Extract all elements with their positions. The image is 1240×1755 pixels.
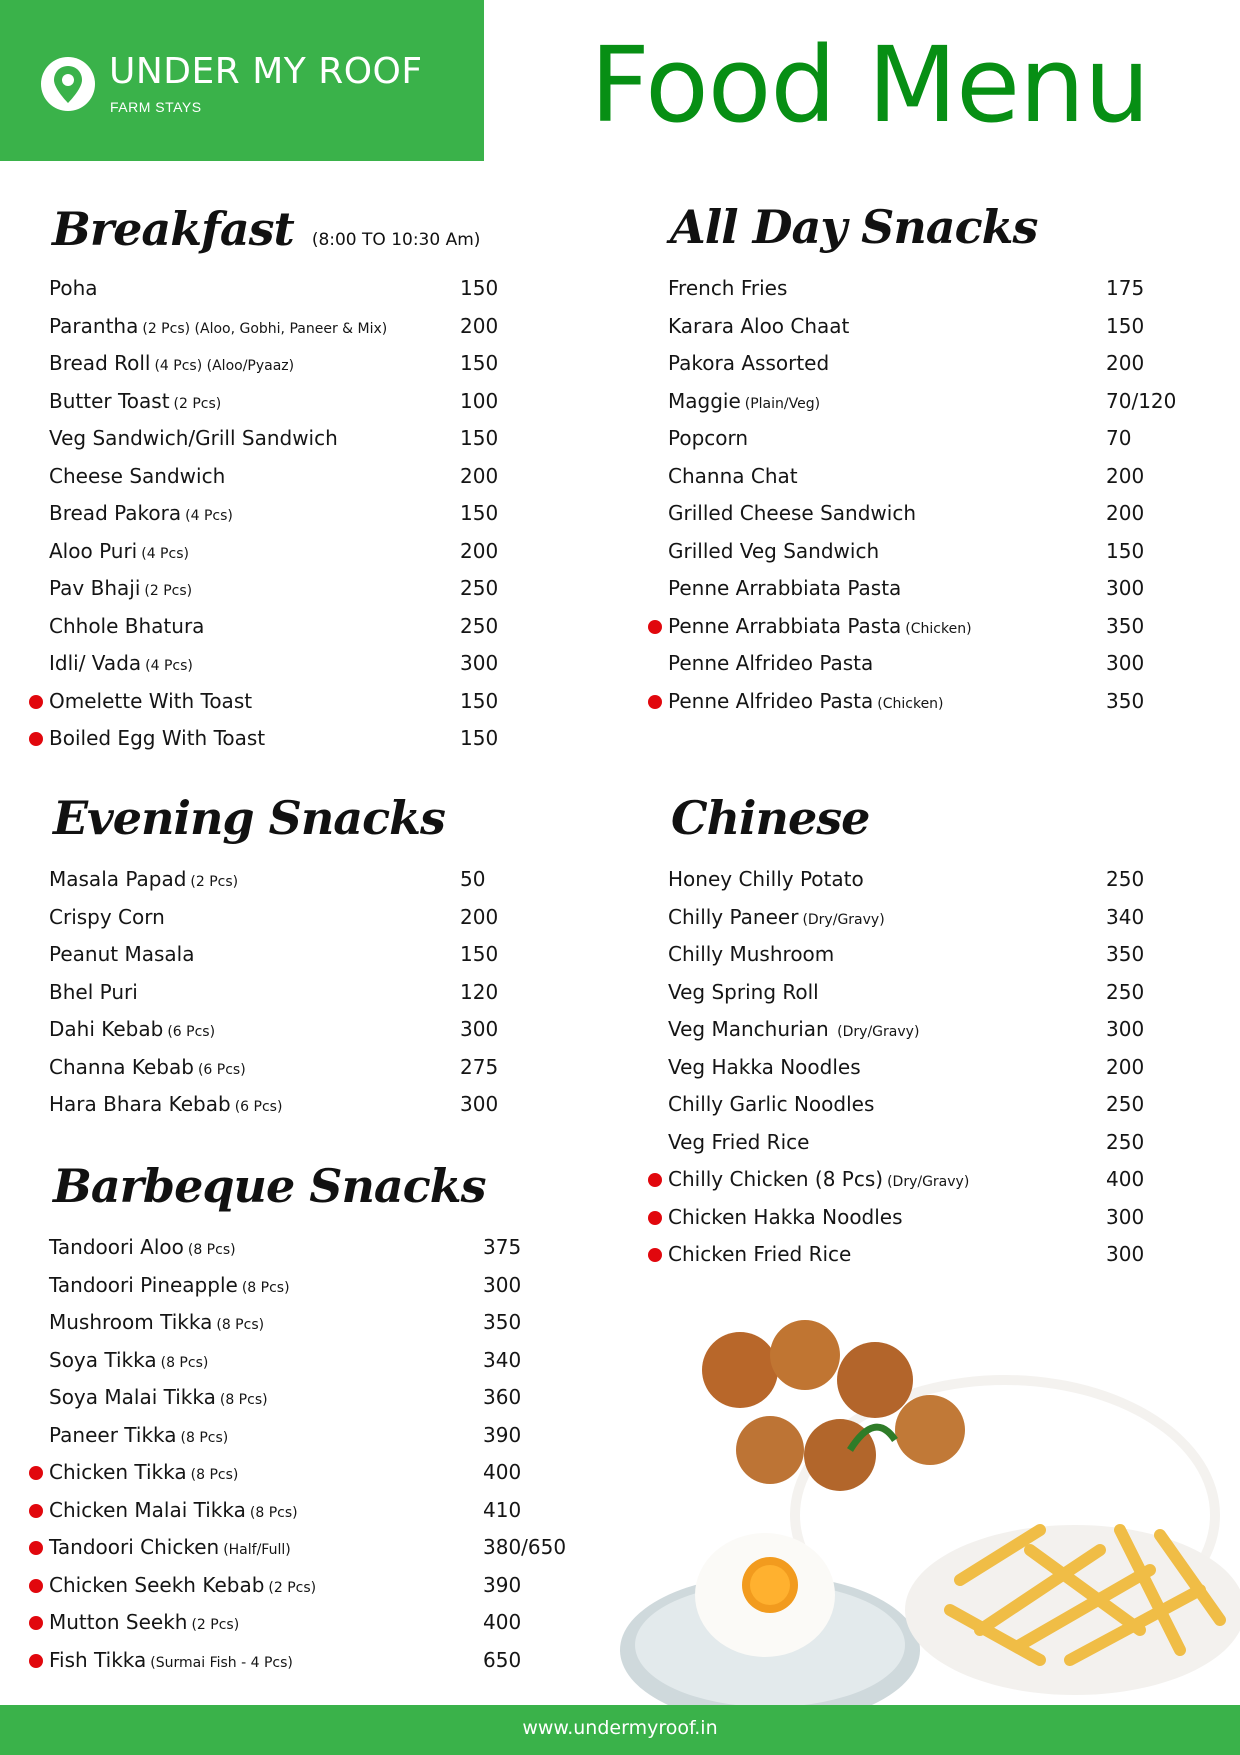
menu-item-name: Bread Pakora <box>49 501 182 525</box>
menu-item <box>668 942 1196 974</box>
non-veg-dot-icon <box>29 1616 43 1630</box>
non-veg-dot-icon <box>648 1211 662 1225</box>
menu-item-price: 150 <box>460 276 499 300</box>
menu-item-label <box>668 501 920 525</box>
menu-item-name: Tandoori Aloo <box>49 1235 184 1259</box>
menu-item-price: 150 <box>460 726 499 750</box>
menu-item-name: Honey Chilly Potato <box>668 867 864 891</box>
menu-item-price: 340 <box>483 1347 522 1372</box>
menu-item-price: 250 <box>1106 1129 1145 1154</box>
menu-item-name: Penne Arrabbiata Pasta <box>668 576 902 600</box>
menu-item <box>49 689 550 721</box>
menu-item-note: (Dry/Gravy) <box>802 911 885 928</box>
menu-item <box>49 1348 573 1380</box>
menu-item-price: 150 <box>1106 313 1145 338</box>
menu-item-name: Chilly Paneer <box>668 904 799 929</box>
menu-item <box>49 1498 573 1530</box>
menu-item <box>49 1092 550 1124</box>
menu-item <box>49 1273 573 1305</box>
menu-item-label <box>668 539 883 563</box>
menu-item-price: 380/650 <box>483 1535 567 1559</box>
menu-item-price: 300 <box>460 1017 499 1041</box>
menu-item-price: 200 <box>1106 501 1145 525</box>
menu-item-price: 275 <box>460 1054 499 1079</box>
menu-item-price: 150 <box>460 688 499 713</box>
menu-item-price: 350 <box>1106 688 1145 713</box>
location-pin-icon <box>40 56 96 112</box>
menu-item-name: Parantha <box>49 313 139 338</box>
menu-item-name: Tandoori Pineapple <box>49 1272 238 1297</box>
menu-item-name: Butter Toast <box>49 388 170 413</box>
menu-item-name: Aloo Puri <box>49 538 138 563</box>
menu-item-note: (4 Pcs) (Aloo/Pyaaz) <box>154 358 295 374</box>
menu-item-label <box>668 351 833 375</box>
menu-item <box>49 576 550 608</box>
menu-item <box>49 1055 550 1087</box>
menu-item-note: (Dry/Gravy) <box>887 1174 970 1190</box>
menu-item-price: 200 <box>460 904 499 929</box>
menu-item-name: Penne Alfrideo Pasta <box>668 688 874 713</box>
menu-item-price: 150 <box>1106 538 1145 563</box>
menu-item-price: 150 <box>460 501 499 525</box>
menu-item <box>668 1017 1196 1049</box>
menu-item-name: Chicken Hakka Noodles <box>668 1204 903 1229</box>
page-title: Food Menu <box>590 24 1149 146</box>
menu-item <box>668 539 1196 571</box>
menu-item-name: Popcorn <box>668 426 749 450</box>
menu-item <box>668 464 1196 496</box>
menu-item-price: 360 <box>483 1385 522 1409</box>
menu-item-note: (4 Pcs) <box>145 658 193 674</box>
menu-item <box>49 389 550 421</box>
menu-item <box>668 1242 1196 1274</box>
menu-item-label <box>668 689 944 713</box>
menu-item-label <box>49 867 238 891</box>
breakfast-heading: Breakfast <box>52 202 294 256</box>
menu-item-label <box>49 314 387 338</box>
menu-item-label <box>49 651 193 675</box>
menu-item-name: Omelette With Toast <box>49 688 253 713</box>
menu-item <box>668 651 1196 683</box>
menu-item-name: Penne Alfrideo Pasta <box>668 651 874 675</box>
menu-item-price: 175 <box>1106 276 1145 300</box>
menu-item-price: 150 <box>460 351 499 375</box>
menu-item <box>668 314 1196 346</box>
menu-item-price: 50 <box>460 867 486 891</box>
menu-item-name: Penne Arrabbiata Pasta <box>668 613 902 638</box>
menu-item <box>668 1092 1196 1124</box>
menu-item-label <box>668 1092 878 1116</box>
menu-item <box>49 651 550 683</box>
menu-item-name: Chilly Mushroom <box>668 942 835 966</box>
menu-item-note: (2 Pcs) <box>268 1579 317 1596</box>
menu-item-price: 340 <box>1106 904 1145 929</box>
menu-item-name: Veg Sandwich/Grill Sandwich <box>49 426 338 450</box>
menu-item-name: Maggie <box>668 388 741 413</box>
menu-item-price: 200 <box>460 538 499 563</box>
menu-item-price: 200 <box>460 313 499 338</box>
menu-item <box>49 464 550 496</box>
menu-item-price: 400 <box>483 1610 522 1634</box>
menu-item-name: Poha <box>49 276 98 300</box>
menu-item-price: 300 <box>483 1272 522 1297</box>
menu-item-note: (2 Pcs) <box>173 395 222 412</box>
menu-item-label <box>49 1055 246 1079</box>
menu-item <box>668 1205 1196 1237</box>
menu-item-name: Crispy Corn <box>49 904 165 929</box>
menu-item-note: (8 Pcs) <box>190 1467 239 1483</box>
menu-item-note: (Half/Full) <box>223 1542 291 1558</box>
menu-item-name: Hara Bhara Kebab <box>49 1092 231 1116</box>
menu-item-name: Channa Chat <box>668 463 798 488</box>
menu-item-label <box>49 389 221 413</box>
menu-item-price: 300 <box>1106 1204 1145 1229</box>
all-day-snacks-title: All Day Snacks <box>670 200 1038 254</box>
menu-item-label <box>668 464 802 488</box>
menu-item-name: Pakora Assorted <box>668 351 830 375</box>
menu-item-price: 200 <box>1106 351 1145 375</box>
menu-item <box>668 426 1196 458</box>
menu-item-note: (8 Pcs) <box>187 1242 236 1258</box>
menu-item-label <box>49 980 142 1004</box>
menu-item-name: Peanut Masala <box>49 942 195 966</box>
menu-item-price: 250 <box>460 576 499 600</box>
menu-item-note: (8 Pcs) <box>180 1429 229 1446</box>
menu-item-price: 120 <box>460 979 499 1004</box>
menu-item-label <box>49 1648 293 1672</box>
menu-item-label <box>49 1385 268 1409</box>
menu-item-price: 350 <box>483 1310 522 1334</box>
menu-item-label <box>49 1498 298 1522</box>
menu-item-name: Boiled Egg With Toast <box>49 726 266 750</box>
non-veg-dot-icon <box>29 1541 43 1555</box>
menu-item-price: 250 <box>1106 979 1145 1004</box>
footer-website[interactable]: www.undermyroof.in <box>0 1705 1240 1755</box>
menu-item-note: (Dry/Gravy) <box>832 1024 920 1040</box>
menu-item-name: Fish Tikka <box>49 1647 147 1672</box>
menu-item <box>49 905 550 937</box>
menu-item-name: Soya Tikka <box>49 1347 157 1372</box>
menu-item <box>49 942 550 974</box>
menu-item-note: (8 Pcs) <box>241 1279 290 1296</box>
menu-item-label <box>668 1130 813 1154</box>
menu-item-price: 300 <box>460 1092 499 1116</box>
brand-tagline: FARM STAYS <box>110 99 202 115</box>
menu-item <box>49 867 550 899</box>
menu-item <box>49 426 550 458</box>
menu-item-name: Veg Spring Roll <box>668 979 819 1004</box>
menu-item-label <box>49 1610 239 1634</box>
barbeque-snacks-title: Barbeque Snacks <box>53 1159 486 1213</box>
menu-item-name: Masala Papad <box>49 867 187 891</box>
menu-item-label <box>49 1310 264 1334</box>
menu-item-label <box>49 942 198 966</box>
menu-item <box>668 689 1196 721</box>
menu-item-name: Bhel Puri <box>49 979 138 1004</box>
brand-name: UNDER MY ROOF <box>109 51 423 92</box>
menu-item <box>49 1535 573 1567</box>
menu-item-label <box>49 726 269 750</box>
menu-item <box>668 1167 1196 1199</box>
menu-item-name: Mutton Seekh <box>49 1610 188 1634</box>
menu-item-name: Dahi Kebab <box>49 1017 164 1041</box>
menu-item-price: 150 <box>460 942 499 966</box>
menu-item-name: Chicken Seekh Kebab <box>49 1572 265 1597</box>
menu-item <box>49 351 550 383</box>
non-veg-dot-icon <box>29 1654 43 1668</box>
non-veg-dot-icon <box>29 695 43 709</box>
menu-item-label <box>49 1423 228 1447</box>
menu-item-name: Tandoori Chicken <box>49 1535 220 1559</box>
menu-item-name: Channa Kebab <box>49 1054 194 1079</box>
menu-item-note: (4 Pcs) <box>185 508 233 524</box>
menu-item-label <box>668 1055 865 1079</box>
menu-item-name: Pav Bhaji <box>49 576 141 600</box>
menu-item <box>49 726 550 758</box>
menu-item-label <box>49 464 229 488</box>
menu-item <box>49 276 550 308</box>
menu-item <box>49 539 550 571</box>
menu-item-name: Bread Roll <box>49 351 151 375</box>
menu-item-label <box>49 576 192 600</box>
menu-item-label <box>49 426 342 450</box>
non-veg-dot-icon <box>29 1579 43 1593</box>
menu-item <box>668 614 1196 646</box>
menu-item-price: 650 <box>483 1647 522 1672</box>
menu-item-label <box>49 905 169 929</box>
menu-item-note: (2 Pcs) (Aloo, Gobhi, Paneer & Mix) <box>142 320 388 337</box>
menu-item-label <box>49 1460 238 1484</box>
menu-item <box>49 1310 573 1342</box>
menu-item-price: 350 <box>1106 613 1145 638</box>
menu-item <box>49 1423 573 1455</box>
menu-item-name: Veg Hakka Noodles <box>668 1054 861 1079</box>
menu-item-label <box>668 389 820 413</box>
menu-item-note: (Plain/Veg) <box>744 395 821 412</box>
menu-item-price: 375 <box>483 1235 522 1259</box>
menu-item-label <box>668 426 752 450</box>
menu-item <box>668 980 1196 1012</box>
non-veg-dot-icon <box>29 732 43 746</box>
menu-item <box>49 1573 573 1605</box>
non-veg-dot-icon <box>648 620 662 634</box>
menu-item <box>49 1017 550 1049</box>
non-veg-dot-icon <box>648 695 662 709</box>
menu-item-name: Paneer Tikka <box>49 1422 177 1447</box>
menu-item-note: (6 Pcs) <box>197 1061 246 1078</box>
menu-item-price: 400 <box>1106 1167 1145 1191</box>
menu-item-price: 200 <box>460 463 499 488</box>
menu-item-label <box>49 1273 290 1297</box>
menu-item-label <box>668 576 905 600</box>
non-veg-dot-icon <box>648 1173 662 1187</box>
menu-item <box>668 905 1196 937</box>
menu-item <box>668 389 1196 421</box>
menu-item-label <box>49 1535 291 1559</box>
menu-item-note: (8 Pcs) <box>216 1317 265 1333</box>
menu-item-price: 390 <box>483 1572 522 1597</box>
menu-item <box>49 314 550 346</box>
menu-item-name: Soya Malai Tikka <box>49 1385 216 1409</box>
menu-item-price: 250 <box>1106 1092 1145 1116</box>
menu-item-note: (6 Pcs) <box>167 1024 216 1040</box>
menu-item-note: (4 Pcs) <box>141 545 189 562</box>
menu-item-price: 250 <box>1106 867 1145 891</box>
menu-item-label <box>49 501 233 525</box>
menu-item-label <box>668 276 791 300</box>
menu-item-name: Mushroom Tikka <box>49 1310 213 1334</box>
menu-item <box>49 501 550 533</box>
menu-item-note: (2 Pcs) <box>144 583 193 599</box>
menu-item-price: 300 <box>1106 576 1145 600</box>
menu-item-name: Karara Aloo Chaat <box>668 313 850 338</box>
breakfast-hours: (8:00 TO 10:30 Am) <box>311 230 481 250</box>
menu-item-name: Chicken Fried Rice <box>668 1242 852 1266</box>
breakfast-title <box>52 202 480 256</box>
menu-item <box>49 1385 573 1417</box>
menu-item-name: Cheese Sandwich <box>49 463 226 488</box>
menu-item <box>668 1055 1196 1087</box>
menu-item-name: French Fries <box>668 276 788 300</box>
menu-item-name: Veg Manchurian <box>668 1017 829 1041</box>
menu-item-label <box>49 276 102 300</box>
menu-item-price: 150 <box>460 426 499 450</box>
menu-item-label <box>49 351 294 375</box>
menu-item-label <box>49 1573 316 1597</box>
menu-item-price: 410 <box>483 1497 522 1522</box>
non-veg-dot-icon <box>648 1248 662 1262</box>
non-veg-dot-icon <box>29 1504 43 1518</box>
menu-item <box>49 1610 573 1642</box>
menu-item-label <box>668 905 885 929</box>
menu-item-note: (2 Pcs) <box>190 874 239 890</box>
menu-item-name: Veg Fried Rice <box>668 1129 810 1154</box>
menu-item-price: 200 <box>1106 1054 1145 1079</box>
menu-item-price: 300 <box>1106 1017 1145 1041</box>
menu-item <box>49 1648 573 1680</box>
menu-item-label <box>668 651 877 675</box>
menu-item-label <box>668 1205 907 1229</box>
menu-item-note: (6 Pcs) <box>234 1099 283 1115</box>
menu-item <box>49 1235 573 1267</box>
menu-item-note: (8 Pcs) <box>249 1504 298 1521</box>
menu-item <box>49 980 550 1012</box>
menu-item-label <box>668 614 972 638</box>
menu-item-name: Grilled Cheese Sandwich <box>668 501 916 525</box>
menu-item-price: 390 <box>483 1422 522 1447</box>
menu-item-label <box>668 1242 855 1266</box>
menu-item <box>668 867 1196 899</box>
menu-item-name: Chicken Malai Tikka <box>49 1497 246 1522</box>
menu-item-price: 70 <box>1106 426 1132 450</box>
menu-item-note: (8 Pcs) <box>160 1354 209 1371</box>
menu-item-label <box>49 1348 208 1372</box>
menu-item-label <box>49 1092 282 1116</box>
menu-item-label <box>49 689 256 713</box>
menu-item-label <box>668 980 823 1004</box>
menu-item-name: Chhole Bhatura <box>49 613 205 638</box>
menu-item <box>668 276 1196 308</box>
evening-snacks-title: Evening Snacks <box>53 791 445 845</box>
brand-header <box>0 0 484 161</box>
menu-item-price: 70/120 <box>1106 388 1177 413</box>
menu-item-name: Chilly Chicken (8 Pcs) <box>668 1167 884 1191</box>
menu-item-price: 350 <box>1106 942 1145 966</box>
menu-item-name: Chilly Garlic Noodles <box>668 1092 875 1116</box>
chinese-title: Chinese <box>671 791 870 845</box>
menu-item-label <box>49 1017 215 1041</box>
menu-item <box>49 1460 573 1492</box>
menu-item-label <box>668 1167 969 1191</box>
menu-item-label <box>668 942 838 966</box>
menu-item-price: 300 <box>460 651 499 675</box>
menu-item-label <box>668 1017 919 1041</box>
menu-item <box>668 501 1196 533</box>
menu-item-label <box>49 539 189 563</box>
menu-item-price: 300 <box>1106 651 1145 675</box>
menu-item-price: 100 <box>460 388 499 413</box>
menu-item-label <box>668 314 853 338</box>
menu-item-name: Chicken Tikka <box>49 1460 187 1484</box>
menu-item-label <box>668 867 868 891</box>
menu-item <box>668 351 1196 383</box>
menu-item-price: 250 <box>460 613 499 638</box>
food-photo <box>620 1300 1240 1705</box>
menu-item-note: (Chicken) <box>877 695 944 712</box>
menu-item-name: Idli/ Vada <box>49 651 142 675</box>
non-veg-dot-icon <box>29 1466 43 1480</box>
menu-item <box>49 614 550 646</box>
menu-item-note: (2 Pcs) <box>191 1617 240 1633</box>
menu-item <box>668 576 1196 608</box>
menu-item-note: (8 Pcs) <box>219 1392 268 1408</box>
menu-item-name: Grilled Veg Sandwich <box>668 538 880 563</box>
menu-item-note: (Surmai Fish - 4 Pcs) <box>150 1654 293 1671</box>
menu-item-note: (Chicken) <box>905 620 972 637</box>
menu-item-price: 400 <box>483 1460 522 1484</box>
menu-item-label <box>49 1235 236 1259</box>
menu-item <box>668 1130 1196 1162</box>
menu-item-price: 200 <box>1106 463 1145 488</box>
menu-item-price: 300 <box>1106 1242 1145 1266</box>
menu-item-label <box>49 614 208 638</box>
